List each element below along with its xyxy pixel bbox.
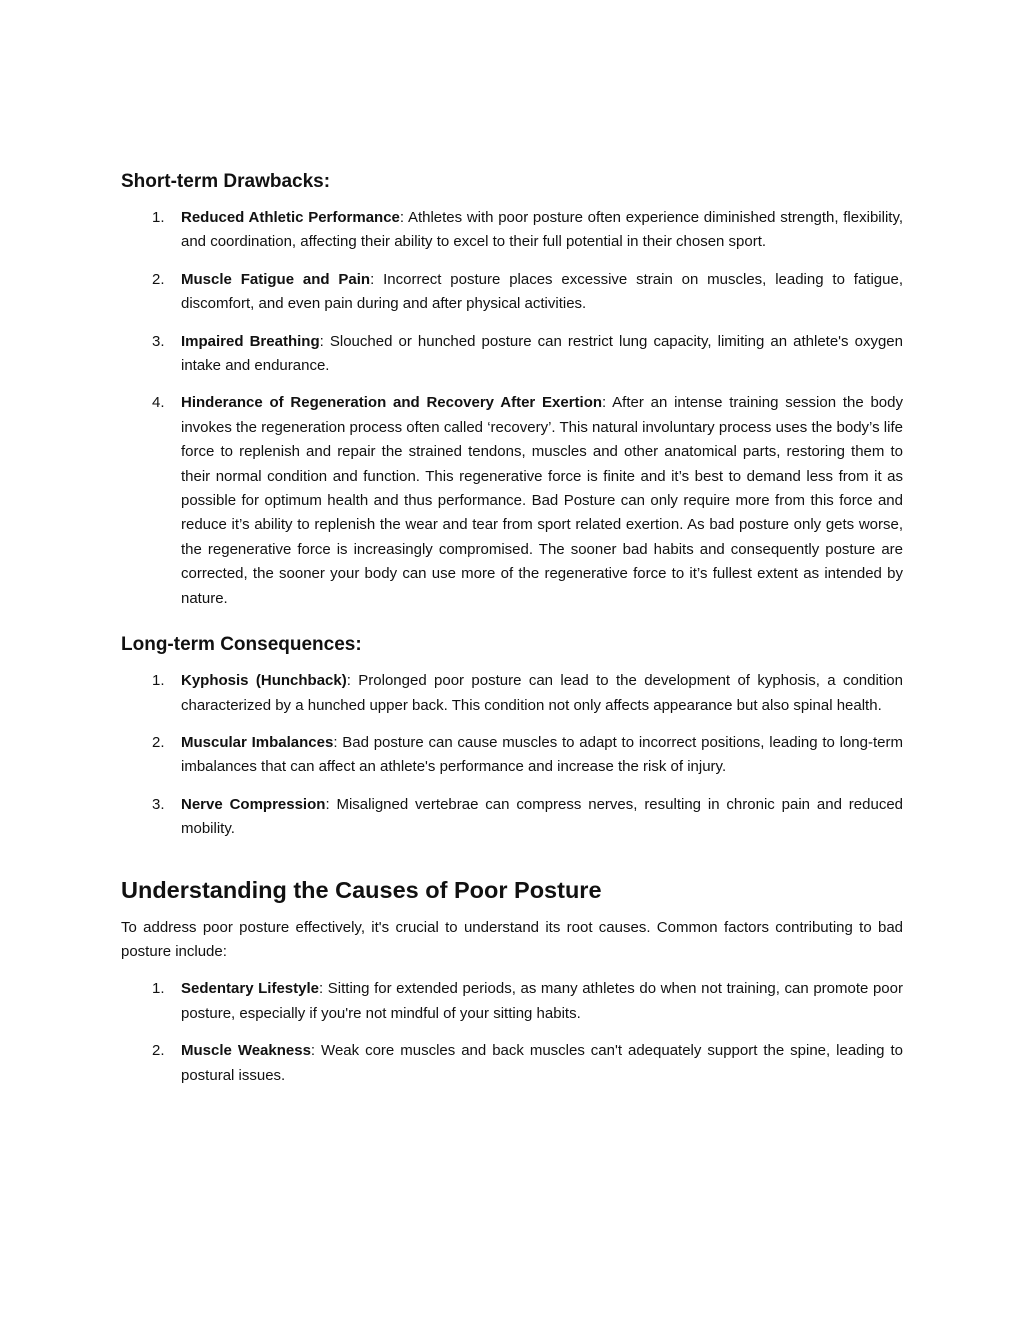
item-number: 2. <box>152 1042 165 1060</box>
list-item <box>121 391 903 611</box>
item-number: 1. <box>152 209 165 226</box>
item-term: Sedentary Lifestyle <box>181 980 319 998</box>
item-text: : Misaligned vertebrae can compress nerves, resulting in chronic pain and reduced mobility. <box>181 795 904 838</box>
item-body <box>181 268 903 317</box>
item-body <box>181 1039 903 1088</box>
list-item <box>121 731 903 780</box>
item-body <box>181 330 903 379</box>
item-number: 1. <box>152 672 165 690</box>
document-page <box>121 168 903 1101</box>
item-body <box>181 731 903 780</box>
item-number: 2. <box>152 270 165 288</box>
item-body <box>181 206 903 255</box>
long-term-heading: Long-term Consequences: <box>121 634 362 656</box>
item-term: Nerve Compression <box>181 795 326 813</box>
causes-heading: Understanding the Causes of Poor Posture <box>121 876 602 903</box>
item-body <box>181 391 903 611</box>
list-item <box>121 268 903 317</box>
list-item <box>121 669 903 718</box>
item-term: Hinderance of Regeneration and Recovery After Exertion <box>181 394 603 412</box>
short-term-list <box>121 206 903 611</box>
item-body <box>181 669 903 718</box>
item-body <box>181 793 903 842</box>
short-term-heading: Short-term Drawbacks: <box>121 171 331 192</box>
list-item <box>121 206 903 255</box>
item-term: Impaired Breathing <box>181 332 320 350</box>
item-number: 4. <box>152 394 165 412</box>
item-text: : Athletes with poor posture often experience diminished strength, flexibility, and coordination, affecting their ability to excel to their full potential in their chosen sport. <box>181 209 903 251</box>
item-term: Muscle Fatigue and Pain <box>181 270 371 288</box>
item-text: : Sitting for extended periods, as many athletes do when not training, can promote poor posture, especially if you're not mindful of your sitting habits. <box>181 980 903 1022</box>
item-term: Kyphosis (Hunchback) <box>181 672 347 690</box>
item-term: Muscular Imbalances <box>181 733 334 751</box>
item-text: : Incorrect posture places excessive strain on muscles, leading to fatigue, discomfort, and even pain during and after physical activities. <box>181 270 903 313</box>
item-text: : After an intense training session the body invokes the regeneration process often called ‘recovery’. This natural involuntary process uses the body’s life force to replenish and repair the strained tendons, muscles and other anatomical parts, restoring them to their normal condition and function. This regenerative force is finite and it’s best to demand less from it as possible for optimum health and thus performance. Bad Posture can only require more from this force and reduce it’s ability to replenish the wear and tear from sport related exertion. As bad posture only gets worse, the regenerative force is increasingly compromised. The sooner bad habits and consequently posture are corrected, the sooner your body can use more of the regenerative force to it’s fullest extent as intended by nature. <box>181 394 903 607</box>
item-body <box>181 977 903 1026</box>
item-text: : Prolonged poor posture can lead to the development of kyphosis, a condition characterized by a hunched upper back. This condition not only affects appearance but also spinal health. <box>181 672 903 714</box>
causes-intro: To address poor posture effectively, it's crucial to understand its root causes. Common factors contributing to bad posture include: <box>121 918 903 960</box>
item-term: Reduced Athletic Performance <box>181 209 400 226</box>
list-item <box>121 977 903 1026</box>
long-term-list <box>121 669 903 841</box>
item-number: 3. <box>152 795 165 813</box>
list-item <box>121 793 903 842</box>
list-item <box>121 330 903 379</box>
item-text: : Slouched or hunched posture can restrict lung capacity, limiting an athlete's oxygen intake and endurance. <box>181 332 903 375</box>
causes-list <box>121 977 903 1088</box>
item-number: 2. <box>152 733 165 751</box>
item-number: 1. <box>152 980 165 998</box>
item-text: : Bad posture can cause muscles to adapt to incorrect positions, leading to long-term imbalances that can affect an athlete's performance and increase the risk of injury. <box>181 733 903 776</box>
item-number: 3. <box>152 332 165 350</box>
item-term: Muscle Weakness <box>181 1042 311 1060</box>
item-text: : Weak core muscles and back muscles can't adequately support the spine, leading to postural issues. <box>181 1042 903 1084</box>
list-item <box>121 1039 903 1088</box>
